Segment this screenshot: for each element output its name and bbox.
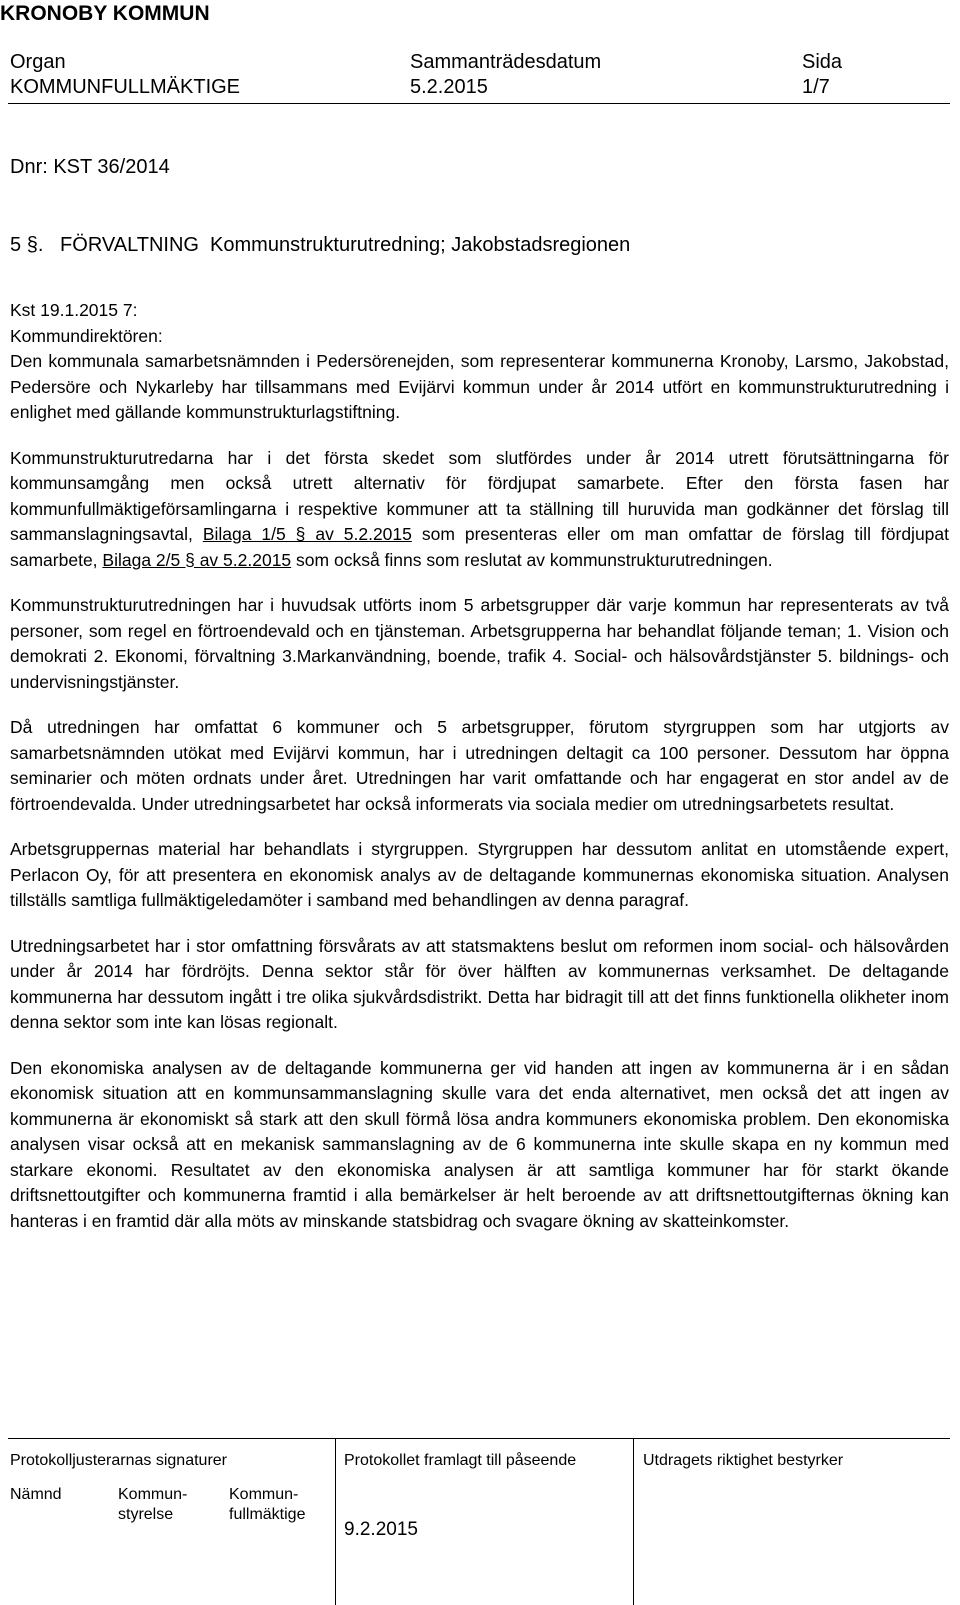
- date-value: 5.2.2015: [410, 76, 488, 98]
- header-divider: [8, 103, 950, 104]
- paragraph-1: Den kommunala samarbetsnämnden i Pedersörenejden, som representerar kommunerna Kronoby, Larsmo, Jakobstad, Pedersöre och Nykarleby har tillsammans med Evijärvi kommun under år 2014 utfört en kommunstrukturutredning i enlighet med gällande kommunstrukturlagstiftning.: [10, 351, 949, 422]
- paragraph-7: Den ekonomiska analysen av de deltagande kommunerna ger vid handen att ingen av kommunerna är i en sådan ekonomisk situation att en kommunsammanslagning skulle vara det enda alternativet, men också det att ingen av kommunerna är ekonomiskt så stark att den skull förmå lösa andra kommuners ekonomiska problem. Den ekonomiska analysen visar också att en mekanisk sammanslagning av de 6 kommunerna inte skulle skapa en ny kommun med starkare ekonomi. Resultatet av den ekonomiska analysen är att samtliga kommuner har för starkt ökande driftsnettoutgifter och kommunerna framtid i alla bemärkelser är helt beroende av att driftsnettoutgifternas ökning kan hanteras i en framtid där alla möts av minskande statsbidrag och svagare ökning av skatteinkomster.: [10, 1057, 949, 1231]
- section-heading: [10, 234, 630, 257]
- paragraph-3: Kommunstrukturutredningen har i huvudsak utförts inom 5 arbetsgrupper där varje kommun har representerats av två personer, som regel en förtroendevald och en tjänsteman. Arbetsgrupperna har behandlat följande teman; 1. Vision och demokrati 2. Ekonomi, förvaltning 3.Markanvändning, boende, trafik 4. Social- och hälsovårdstjänster 5. bildnings- och undervisningstjänster.: [10, 595, 949, 692]
- paragraph-2-text-a: Kommunstrukturutredarna har i det första skedet som slutfördes under år 2014 utrett förutsättningarna för kommunsamgång men också utrett alternativ för fördjupat samarbete. Efter den första fasen har kommunfullmäktigeförsamlingarna i respektive kommuner att ta ställning till huruvida man godkänner det förslag till sammanslagningsavtal,: [10, 447, 949, 544]
- header-organ: [10, 50, 240, 100]
- header-date: [410, 50, 601, 100]
- signature-kommunfullmaktige: [229, 1485, 305, 1525]
- paragraph-6: Utredningsarbetet har i stor omfattning försvårats av att statsmaktens beslut om reformen inom social- och hälsovården under år 2014 har fördröjts. Denna sektor står för över hälften av kommunernas verksamhet. De deltagande kommunerna har dessutom ingått i tre olika sjukvårdsdistrikt. Detta har bidragit till att det finns funktionella olikheter inom denna sektor som inte kan lösas regionalt.: [10, 935, 949, 1032]
- page-label: Sida: [802, 51, 843, 73]
- kommunstyrelse-line-2: styrelse: [118, 1506, 174, 1523]
- header-page: [802, 50, 842, 100]
- kommunfullmaktige-line-1: Kommun-: [229, 1486, 299, 1503]
- organ-label: Organ: [10, 51, 66, 73]
- diary-number: Dnr: KST 36/2014: [10, 156, 170, 178]
- kommunfullmaktige-line-2: fullmäktige: [229, 1506, 306, 1523]
- municipality-name: KRONOBY KOMMUN: [0, 2, 210, 25]
- displayed-label: Protokollet framlagt till påseende: [344, 1452, 577, 1469]
- paragraph-2: [10, 446, 949, 574]
- section-number: 5: [10, 234, 22, 256]
- signatures-label: Protokolljusterarnas signaturer: [10, 1452, 227, 1469]
- paragraph-sign: §: [26, 234, 38, 256]
- signature-kommunstyrelse: [118, 1485, 187, 1525]
- section-title: . FÖRVALTNING Kommunstrukturutredning; Jakobstadsregionen: [37, 234, 631, 256]
- displayed-date: 9.2.2015: [344, 1519, 418, 1540]
- paragraph-4: Då utredningen har omfattat 6 kommuner och 5 arbetsgrupper, förutom styrgruppen som har utgjorts av samarbetsnämnden utökat med Evijärvi kommun, har i utredningen deltagit ca 100 personer. Dessutom har öppna seminarier och möten ordnats under året. Utredningen har varit omfattande och har engagerat en stor andel av de förtroendevalda. Under utredningsarbetet har också informerats via sociala medier om utredningsarbetets resultat.: [10, 717, 949, 814]
- certified-label: Utdragets riktighet bestyrker: [643, 1452, 844, 1469]
- date-label: Sammanträdesdatum: [410, 51, 602, 73]
- paragraph-2-text-c: som också finns som reslutat av kommunstrukturutredningen.: [291, 549, 773, 570]
- footer-column-divider: [633, 1438, 634, 1605]
- organ-value: KOMMUNFULLMÄKTIGE: [10, 76, 241, 98]
- paragraph-5: Arbetsgruppernas material har behandlats i styrgruppen. Styrgruppen har dessutom anlitat en utomstående expert, Perlacon Oy, för att presentera en ekonomisk analys av de deltagande kommunernas ekonomiska situation. Analysen tillställs samtliga fullmäktigeledamöter i samband med behandlingen av denna paragraf.: [10, 839, 949, 910]
- reference-line: Kst 19.1.2015 7:: [10, 300, 138, 320]
- attachment-1-link[interactable]: Bilaga 1/5 § av 5.2.2015: [202, 524, 412, 544]
- document-body: [10, 298, 949, 1254]
- attachment-2-link[interactable]: Bilaga 2/5 § av 5.2.2015: [102, 549, 292, 570]
- footer-column-divider: [335, 1438, 336, 1605]
- footer-divider: [8, 1438, 950, 1439]
- paragraph-2-text-b: som presenteras eller om man omfattar de förslag till fördjupat samarbete,: [10, 524, 949, 570]
- kommunstyrelse-line-1: Kommun-: [118, 1486, 188, 1503]
- author-line: Kommundirektören:: [10, 325, 163, 346]
- signature-namnd: Nämnd: [10, 1486, 62, 1503]
- page-value: 1/7: [802, 76, 830, 98]
